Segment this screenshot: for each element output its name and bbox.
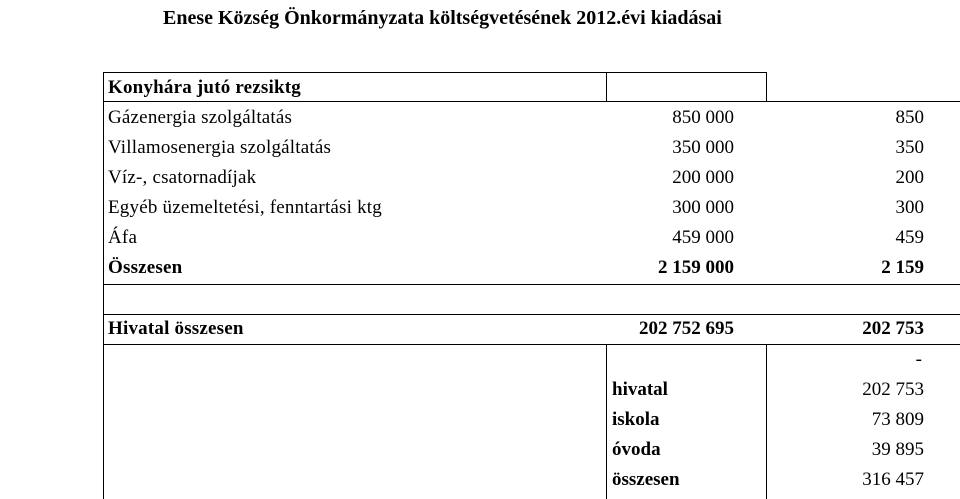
breakdown-label: iskola [612,409,660,430]
row-label: Áfa [108,227,138,248]
row-thousand: 300 [895,197,924,218]
row-amount: 459 000 [672,227,734,248]
breakdown-label: óvoda [612,439,661,460]
total-label: Összesen [108,257,183,278]
row-label: Víz-, csatornadíjak [108,167,257,188]
grid-line [606,72,607,102]
grid-line [103,72,767,73]
office-total-amount: 202 752 695 [639,318,734,339]
row-thousand: 200 [895,167,924,188]
grid-line [103,72,104,499]
row-thousand: 350 [895,137,924,158]
grid-line [103,344,960,345]
breakdown-label: összesen [612,469,680,490]
breakdown-label: hivatal [612,379,668,400]
grid-line [103,284,960,285]
grid-line [606,344,607,499]
row-thousand: 850 [895,107,924,128]
row-amount: 300 000 [672,197,734,218]
row-thousand: 459 [895,227,924,248]
grid-line [103,314,960,315]
row-label: Egyéb üzemeltetési, fenntartási ktg [108,197,382,218]
office-total-thousand: 202 753 [862,318,924,339]
breakdown-value: 316 457 [862,469,924,490]
row-label: Villamosenergia szolgáltatás [108,137,332,158]
dash-placeholder: - [915,349,922,370]
breakdown-value: 39 895 [871,439,924,460]
section-header: Konyhára jutó rezsiktg [108,77,301,98]
grid-line [103,101,960,102]
page-title: Enese Község Önkormányzata költségvetésének 2012.évi kiadásai [163,7,722,29]
grid-line [766,72,767,102]
total-amount: 2 159 000 [658,257,734,278]
row-amount: 200 000 [672,167,734,188]
row-amount: 350 000 [672,137,734,158]
office-total-label: Hivatal összesen [108,318,244,339]
row-amount: 850 000 [672,107,734,128]
breakdown-value: 202 753 [862,379,924,400]
total-thousand: 2 159 [881,257,924,278]
row-label: Gázenergia szolgáltatás [108,107,293,128]
breakdown-value: 73 809 [871,409,924,430]
grid-line [766,344,767,499]
